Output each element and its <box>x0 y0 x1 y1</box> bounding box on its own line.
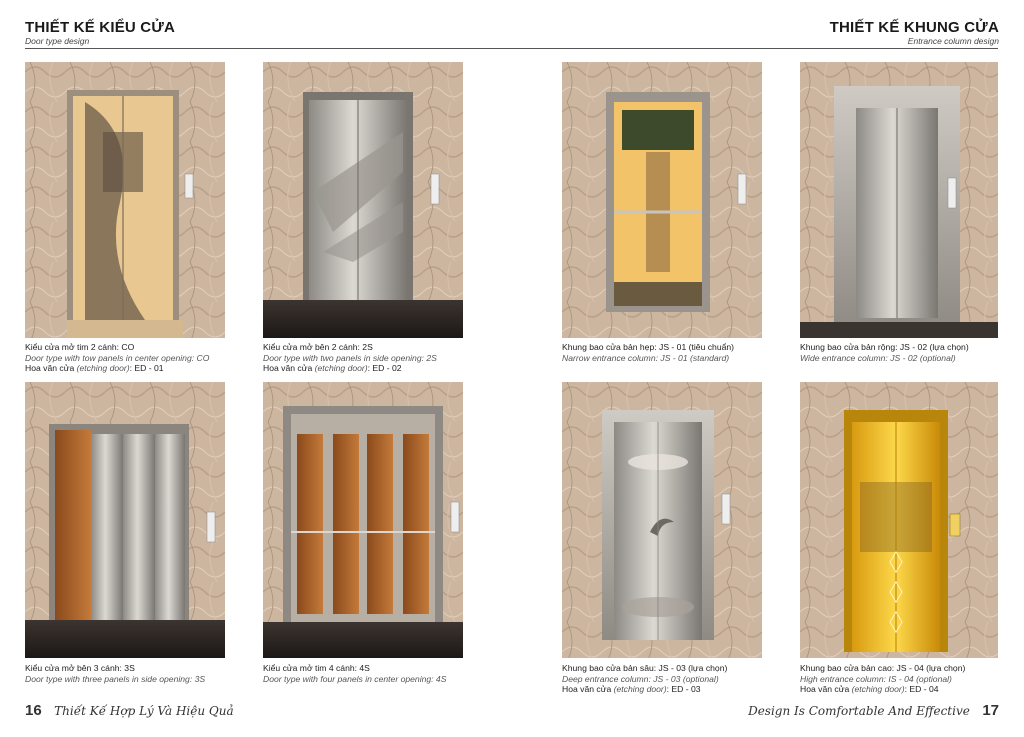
right-footer-slogan: Design Is Comfortable And Effective <box>748 704 970 718</box>
entrance-photo-js03 <box>562 382 762 658</box>
left-header-subtitle: Door type design <box>25 36 90 46</box>
left-header-title: THIẾT KẾ KIỂU CỬA <box>25 19 176 36</box>
etching-label: Hoa văn cửa <box>263 363 313 374</box>
etching-label: Hoa văn cửa <box>25 363 75 374</box>
right-page-number: 17 <box>982 702 999 719</box>
caption-js02-vn: Khung bao cửa bản rộng: JS - 02 (lựa chọn) <box>800 342 969 352</box>
etching-label-en: (etching door) <box>76 363 130 374</box>
caption-js01-en: Narrow entrance column: JS - 01 (standard) <box>562 352 730 363</box>
right-header-subtitle: Entrance column design <box>907 36 999 46</box>
caption-co <box>25 342 209 374</box>
entrance-photo-js02 <box>800 62 998 338</box>
left-page-number: 16 <box>25 702 42 719</box>
header-divider <box>25 48 998 49</box>
entrance-photo-js01 <box>562 62 762 338</box>
caption-co-etching <box>25 363 209 374</box>
caption-js04-etching <box>800 684 965 695</box>
right-header <box>830 19 999 46</box>
caption-js04-vn: Khung bao cửa bản cao: JS - 04 (lựa chọn) <box>800 663 966 673</box>
caption-js03-en: Deep entrance column: JS - 03 (optional) <box>562 673 719 684</box>
right-footer <box>748 702 999 720</box>
caption-2s <box>263 342 437 374</box>
caption-2s-etching <box>263 363 437 374</box>
etching-code: : ED - 04 <box>904 684 939 695</box>
caption-4s-en: Door type with four panels in center opening: 4S <box>263 673 447 684</box>
caption-js03-vn: Khung bao cửa bản sâu: JS - 03 (lựa chọn) <box>562 663 728 673</box>
caption-4s-vn: Kiểu cửa mở tim 4 cánh: 4S <box>263 663 370 673</box>
etching-label-en: (etching door) <box>613 684 667 695</box>
caption-js01 <box>562 342 734 363</box>
etching-label-en: (etching door) <box>851 684 905 695</box>
caption-co-vn: Kiểu cửa mở tim 2 cánh: CO <box>25 342 135 352</box>
caption-js02 <box>800 342 969 363</box>
caption-js04 <box>800 663 965 695</box>
door-photo-co <box>25 62 225 338</box>
caption-3s-en: Door type with three panels in side opening: 3S <box>25 673 206 684</box>
door-photo-3s <box>25 382 225 658</box>
caption-js02-en: Wide entrance column: JS - 02 (optional) <box>800 352 956 363</box>
etching-label-en: (etching door) <box>314 363 368 374</box>
caption-3s <box>25 663 205 684</box>
right-header-title: THIẾT KẾ KHUNG CỬA <box>829 19 999 36</box>
caption-co-en: Door type with tow panels in center opening: CO <box>25 352 210 363</box>
door-photo-4s <box>263 382 463 658</box>
etching-code: : ED - 01 <box>129 363 164 374</box>
caption-2s-vn: Kiểu cửa mở bên 2 cánh: 2S <box>263 342 373 352</box>
etching-label: Hoa văn cửa <box>562 684 612 695</box>
caption-4s <box>263 663 446 684</box>
caption-3s-vn: Kiểu cửa mở bên 3 cánh: 3S <box>25 663 135 673</box>
left-footer <box>25 702 234 720</box>
left-header <box>25 19 175 46</box>
caption-js03 <box>562 663 727 695</box>
caption-js03-etching <box>562 684 727 695</box>
etching-code: : ED - 03 <box>666 684 701 695</box>
left-footer-slogan: Thiết Kế Hợp Lý Và Hiệu Quả <box>54 704 234 718</box>
caption-js01-vn: Khung bao cửa bản hẹp: JS - 01 (tiêu chuẩn) <box>562 342 735 352</box>
caption-2s-en: Door type with two panels in side opening: 2S <box>263 352 437 363</box>
caption-js04-en: High entrance column: IS - 04 (optional) <box>800 673 952 684</box>
entrance-photo-js04 <box>800 382 998 658</box>
door-photo-2s <box>263 62 463 338</box>
etching-label: Hoa văn cửa <box>800 684 850 695</box>
etching-code: : ED - 02 <box>367 363 402 374</box>
